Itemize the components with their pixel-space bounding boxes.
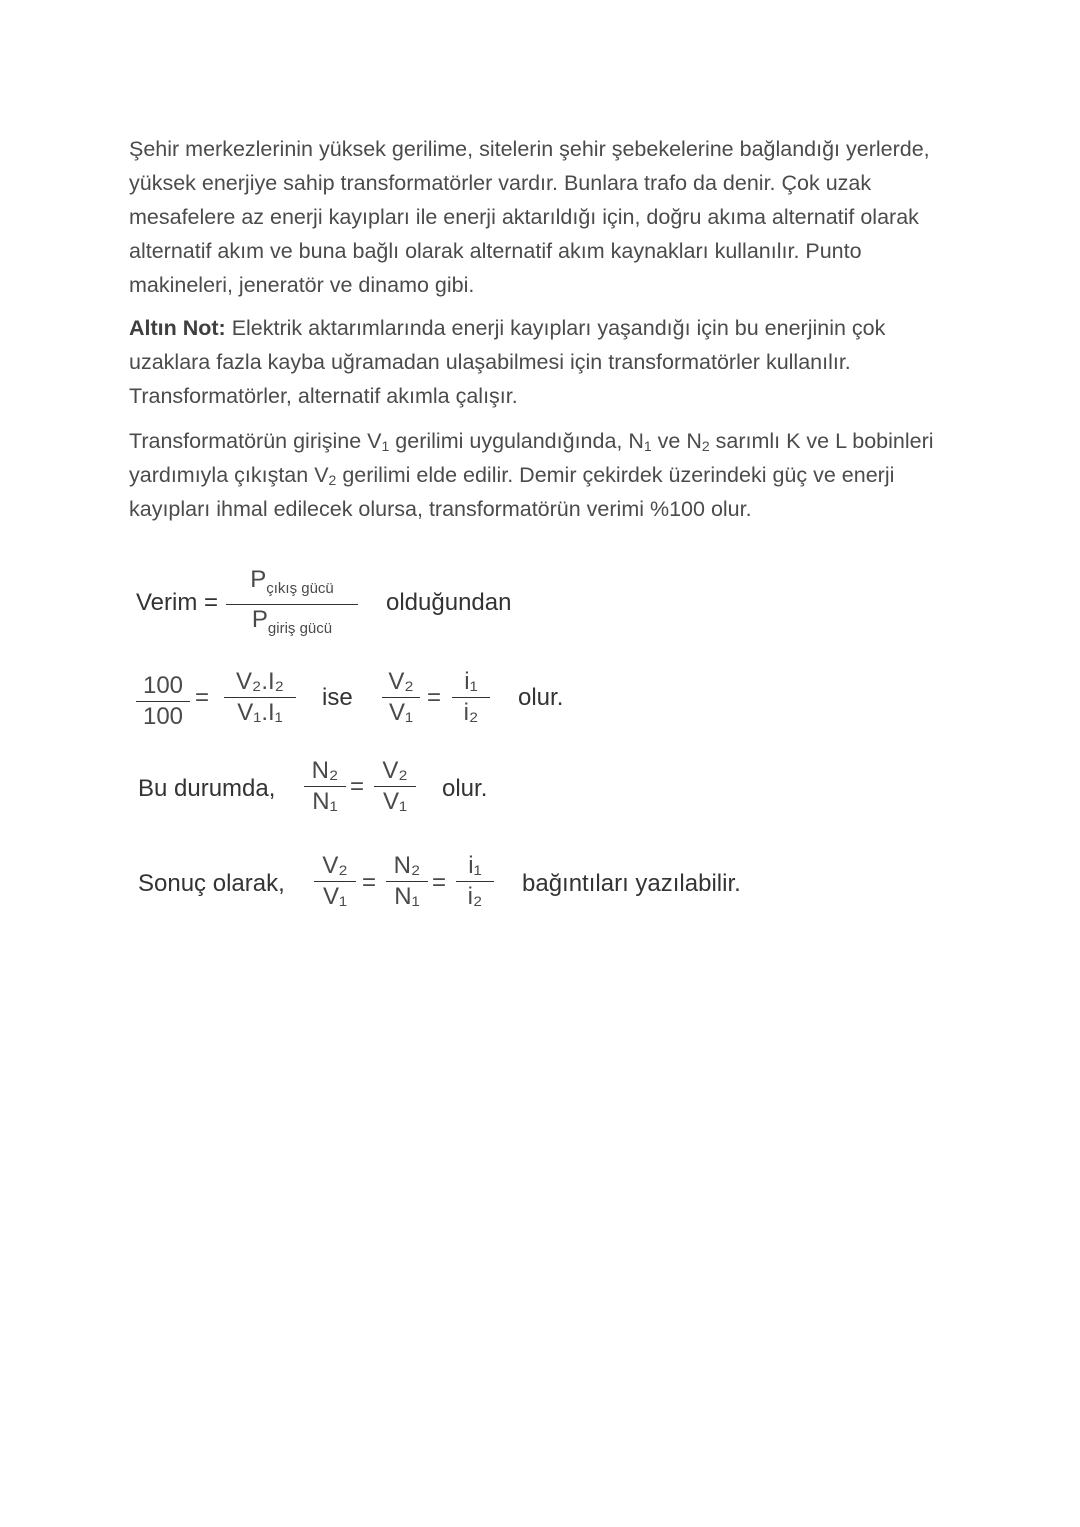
formula-conclusion-suffix: bağıntıları yazılabilir. [522,870,741,897]
efficiency-fraction [226,566,358,643]
num-i1: i₁ [464,668,478,695]
paragraph-golden-note [129,311,949,413]
den-v1i1: V₁.I₁ [237,699,283,726]
equals-sign: = [195,684,210,711]
efficiency-numerator [226,566,358,603]
p-in-sub: giriş gücü [267,620,333,637]
den-v1: V₁ [382,788,408,815]
fraction-bar [374,786,416,787]
p3-text-4: sarımlı K ve L bobinleri yardımıyla çıkıştan V [129,429,934,487]
formula-efficiency-label: Verim = [136,589,219,616]
formula-ratio-suffix: olur. [518,684,564,711]
note-text: Elektrik aktarımlarında enerji kayıpları yaşandığı için bu enerjinin çok uzaklara fazla kayba uğramadan ulaşabilmesi için transformatörler kullanılır. Transformatörler, alternatif akımla çalışır. [129,316,886,408]
num-n2: N₂ [311,757,339,784]
fraction-bar [304,786,346,787]
fraction-bar [314,881,356,882]
fraction-v2-v1 [382,668,420,727]
den-n1: N₁ [312,788,338,815]
fraction-bar [452,697,490,698]
num-i1: i₁ [468,852,482,879]
p3-text-2: gerilimi uygulandığında, N [389,429,644,453]
num-100: 100 [142,672,184,699]
word-ise: ise [322,684,353,711]
p3-sub-3: 2 [701,438,710,454]
den-v1: V₁ [322,883,348,910]
fraction-i1-i2 [452,668,490,727]
formula-turns-label: Bu durumda, [138,775,276,802]
paragraph-transformers-intro: Şehir merkezlerinin yüksek gerilime, sitelerin şehir şebekelerine bağlandığı yerlerde, yüksek enerjiye sahip transformatörler vardır. Bunlara trafo da denir. Çok uzak mesafelere az enerji kayıpları ile enerji aktarıldığı için, doğru akıma alternatif olarak alternatif akım ve buna bağlı olarak alternatif akım kaynakları kullanılır. Punto makineleri, jeneratör ve dinamo gibi. [129,137,930,297]
den-i2: i₂ [463,699,479,726]
fraction-n2-n1 [304,757,346,816]
p3-text-1: Transformatörün girişine V [129,429,382,453]
equals-sign: = [362,869,377,896]
p3-sub-2: 1 [643,438,652,454]
p-out: P [250,566,267,593]
p3-text-3: ve N [651,429,702,453]
note-label: Altın Not: [129,316,226,340]
fraction-bar [386,881,428,882]
num-v2i2: V₂.I₂ [236,668,284,695]
num-v2: V₂ [382,757,408,784]
p3-sub-4: 2 [328,472,337,488]
fraction-power-ratio [224,668,296,727]
fraction-v2-v1-b [374,757,416,816]
fraction-v2-v1-c [314,852,356,911]
paragraph-transformer-efficiency [129,424,949,526]
formula-turns-suffix: olur. [442,775,488,802]
fraction-bar [382,697,420,698]
equals-sign: = [432,869,447,896]
den-100: 100 [142,703,184,730]
num-v2: V₂ [322,852,348,879]
fraction-bar [226,604,358,605]
den-v1: V₁ [388,699,414,726]
fraction-i1-i2-b [456,852,494,911]
fraction-100-100 [136,672,190,731]
p-in: P [251,606,268,633]
efficiency-denominator [226,606,358,643]
num-v2: V₂ [388,668,414,695]
p3-text-5: gerilimi elde edilir. Demir çekirdek üzerindeki güç ve enerji kayıpları ihmal edilecek olursa, transformatörün verimi %100 olur. [129,463,895,521]
p-out-sub: çıkış gücü [266,580,334,597]
den-i2: i₂ [467,883,483,910]
num-n2: N₂ [393,852,421,879]
fraction-n2-n1-b [386,852,428,911]
fraction-bar [456,881,494,882]
equals-sign: = [350,773,365,800]
p3-sub-1: 1 [381,438,390,454]
formula-conclusion-label: Sonuç olarak, [138,870,285,897]
fraction-bar [136,701,190,702]
formula-efficiency-suffix: olduğundan [386,589,512,616]
den-n1: N₁ [394,883,420,910]
equals-sign: = [427,684,442,711]
fraction-bar [224,697,296,698]
